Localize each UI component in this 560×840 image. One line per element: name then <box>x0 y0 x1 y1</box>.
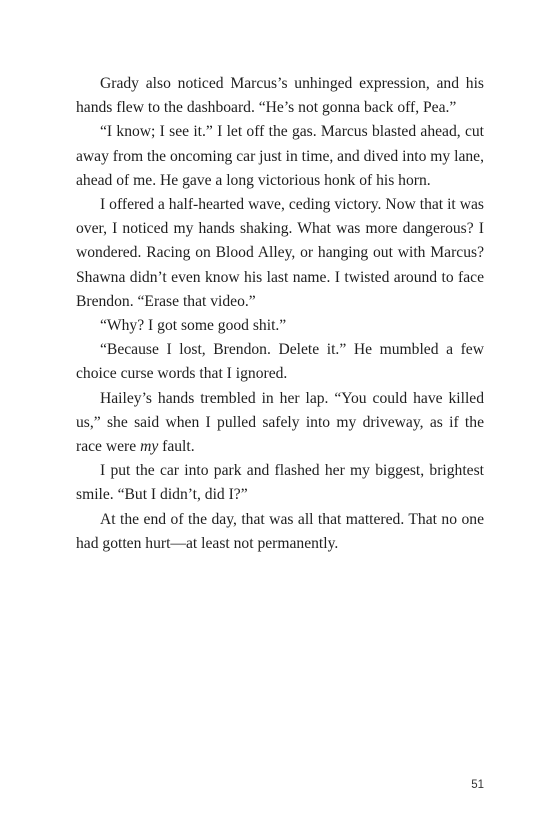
paragraph-2: “I know; I see it.” I let off the gas. Marcus blasted ahead, cut away from the oncoming car just in time, and dived into my lane, ahead of me. He gave a long victorious honk of his horn. <box>76 123 484 189</box>
paragraph-6-emphasis: my <box>140 438 159 456</box>
paragraph-3: I offered a half-hearted wave, ceding victory. Now that it was over, I noticed my hands shaking. What was more dangerous? I wondered. Racing on Blood Alley, or hanging out with Marcus? Shawna didn’t even know his last name. I twisted around to face Brendon. “Erase that video.” <box>76 196 484 310</box>
paragraph-6-after: fault. <box>158 438 195 456</box>
paragraph-1: Grady also noticed Marcus’s unhinged expression, and his hands flew to the dashboard. “He’s not gonna back off, Pea.” <box>76 75 484 117</box>
page-text-block <box>76 72 484 556</box>
paragraph-8: At the end of the day, that was all that mattered. That no one had gotten hurt—at least not permanently. <box>76 510 484 552</box>
paragraph-6 <box>76 387 484 460</box>
paragraph-5: “Because I lost, Brendon. Delete it.” He mumbled a few choice curse words that I ignored. <box>76 341 484 383</box>
paragraph-6-before: Hailey’s hands trembled in her lap. “You could have killed us,” she said when I pulled safely into my driveway, as if the race were <box>76 389 484 456</box>
paragraph-4: “Why? I got some good shit.” <box>100 317 287 335</box>
paragraph-7: I put the car into park and flashed her my biggest, brightest smile. “But I didn’t, did I?” <box>76 462 484 504</box>
page-number: 51 <box>471 779 484 791</box>
